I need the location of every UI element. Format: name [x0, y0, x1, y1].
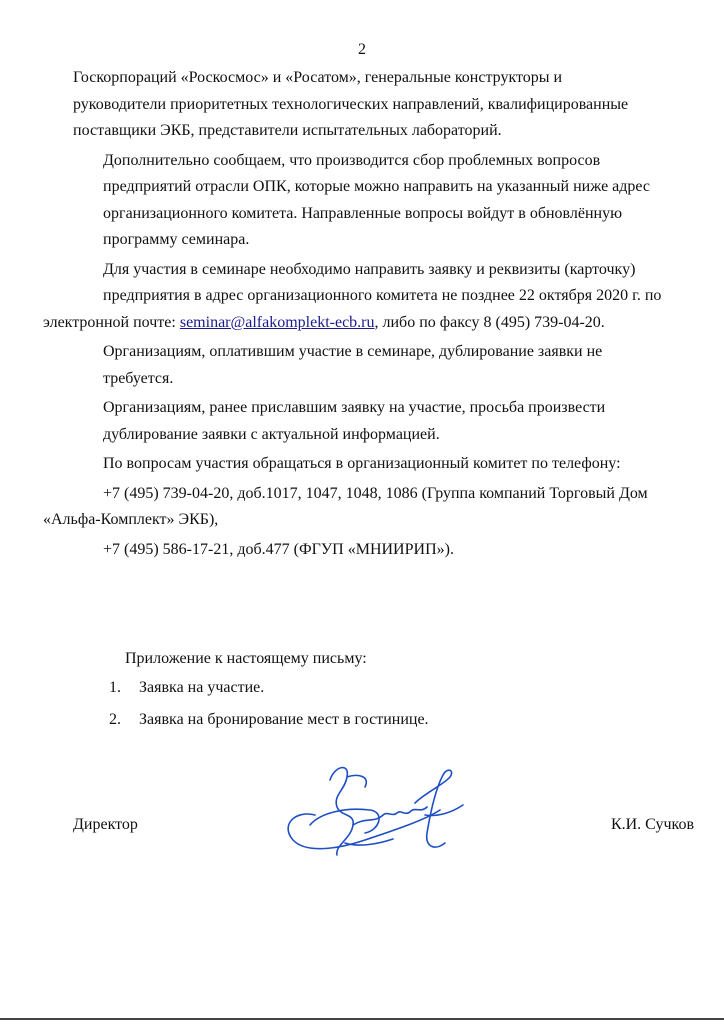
attachment-text: Заявка на бронирование мест в гостинице. — [139, 711, 429, 728]
paragraph-duplicate — [73, 395, 694, 448]
text-line: Для участия в семинаре необходимо направить заявку и реквизиты (карточку) — [103, 260, 636, 278]
text-line: предприятий отрасли ОПК, которые можно направить на указанный ниже адрес — [103, 178, 651, 195]
page-number: 2 — [358, 41, 366, 58]
letter-body — [43, 65, 694, 566]
text-line: поставщики ЭКБ, представители испытательных лабораторий. — [73, 122, 502, 139]
email-line — [43, 310, 694, 337]
paragraph-recipients — [73, 65, 694, 145]
paragraph-phone-2 — [73, 537, 694, 564]
text-line: Организациям, оплатившим участие в семинаре, дублирование заявки не — [103, 343, 603, 360]
attachment-number: 1. — [109, 679, 121, 696]
text-line: Госкорпораций «Роскосмос» и «Росатом», генеральные конструкторы и — [73, 69, 563, 86]
text-line: +7 (495) 739-04-20, доб.1017, 1047, 1048, 1086 (Группа компаний Торговый Дом — [103, 484, 648, 502]
signer-name: К.И. Сучков — [610, 816, 694, 833]
handwritten-signature — [275, 755, 475, 870]
paragraph-contacts — [73, 451, 694, 478]
paragraph-registration — [43, 257, 694, 337]
signer-position: Директор — [73, 816, 138, 833]
text-line: +7 (495) 586-17-21, доб.477 (ФГУП «МНИИРИП»). — [103, 540, 454, 558]
text-line: руководители приоритетных технологических направлений, квалифицированные — [73, 95, 629, 113]
email-suffix: , либо по факсу 8 (495) 739-04-20. — [374, 313, 605, 331]
attachments-list — [73, 677, 429, 741]
attachments-title: Приложение к настоящему письму: — [125, 650, 367, 667]
attachment-text: Заявка на участие. — [139, 679, 265, 696]
text-line: требуется. — [103, 369, 174, 387]
paragraph-paid — [73, 339, 694, 392]
text-line: организационного комитета. Направленные вопросы войдут в обновлённую — [103, 204, 623, 222]
paragraph-phone-1 — [43, 481, 694, 534]
page-bottom-edge — [0, 1018, 724, 1020]
text-line: Организациям, ранее приславшим заявку на участие, просьба произвести — [103, 399, 606, 416]
text-line: Дополнительно сообщаем, что производится сбор проблемных вопросов — [103, 151, 601, 169]
text-line: «Альфа-Комплект» ЭКБ), — [43, 511, 219, 528]
email-link[interactable]: seminar@alfakomplekt-ecb.ru — [179, 313, 375, 331]
paragraph-questions — [73, 148, 694, 254]
email-prefix: электронной почте: — [43, 313, 180, 331]
text-line: предприятия в адрес организационного комитета не позднее 22 октября 2020 г. по — [103, 287, 662, 304]
text-line: программу семинара. — [103, 231, 250, 248]
attachment-number: 2. — [109, 711, 121, 728]
attachment-item — [73, 677, 429, 699]
text-line: По вопросам участия обращаться в организационный комитет по телефону: — [103, 455, 621, 472]
text-line: дублирование заявки с актуальной информацией. — [103, 425, 440, 443]
attachment-item — [73, 709, 429, 731]
